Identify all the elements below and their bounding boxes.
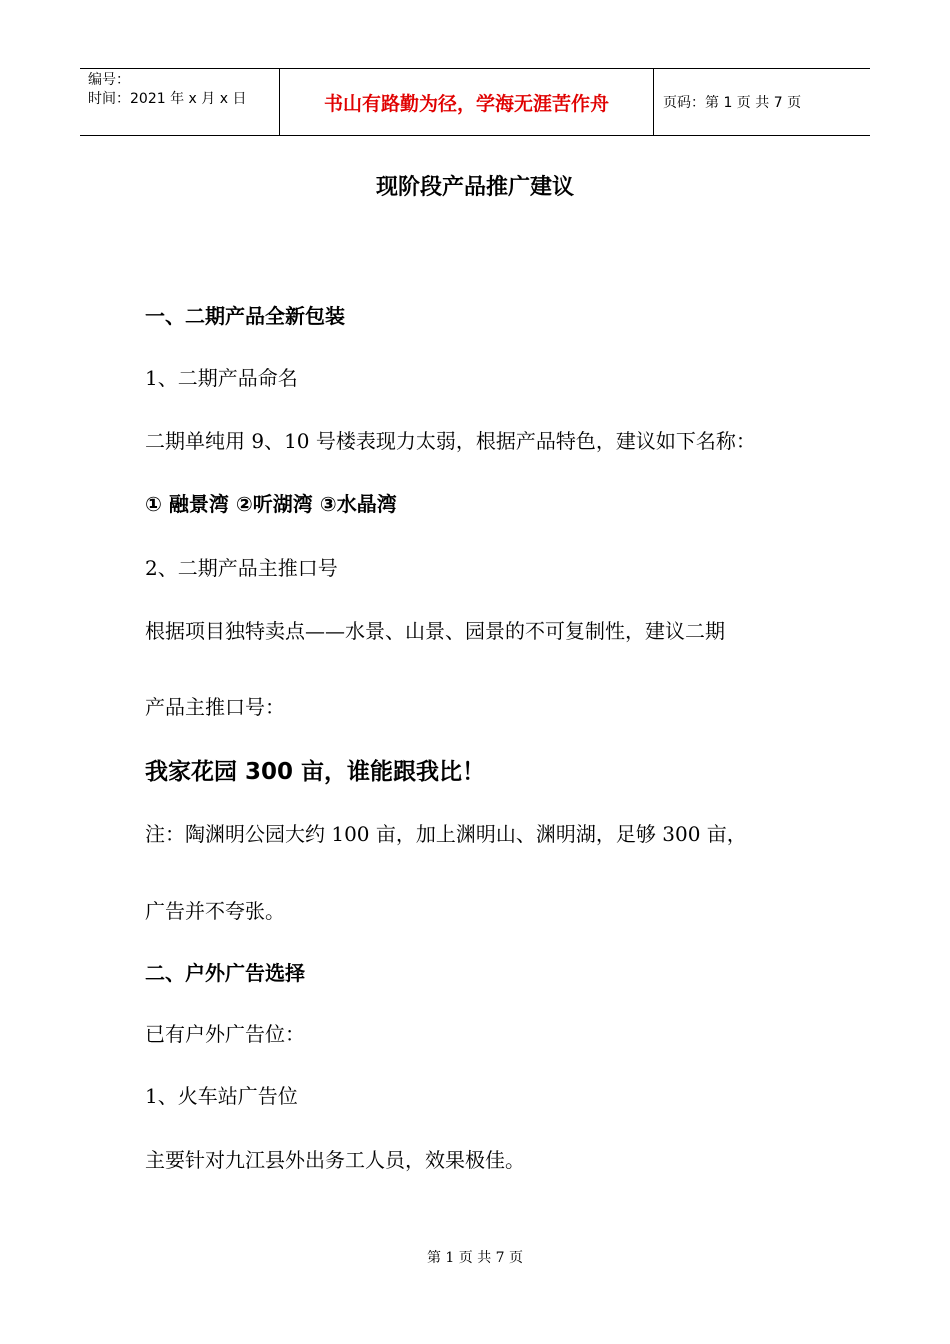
subheading-slogan: 2、二期产品主推口号 xyxy=(145,556,338,580)
document-title: 现阶段产品推广建议 xyxy=(375,175,574,200)
paragraph-ad-slots: 已有户外广告位： xyxy=(145,1022,305,1046)
page-footer: 第 1 页 共 7 页 xyxy=(426,1250,524,1266)
header-page-info: 页码：第 1 页 共 7 页 xyxy=(663,95,802,111)
note-text-cont: 广告并不夸张。 xyxy=(145,899,285,923)
paragraph-station: 主要针对九江县外出务工人员，效果极佳。 xyxy=(145,1148,525,1172)
header-motto: 书山有路勤为径，学海无涯苦作舟 xyxy=(280,69,654,135)
section-heading-1: 一、二期产品全新包装 xyxy=(145,304,345,328)
paragraph-naming: 二期单纯用 9、10 号楼表现力太弱，根据产品特色，建议如下名称： xyxy=(145,429,756,453)
paragraph-slogan-cont: 产品主推口号： xyxy=(145,695,285,719)
name-options: ① 融景湾 ②听湖湾 ③水晶湾 xyxy=(145,492,397,516)
note-text: 注：陶渊明公园大约 100 亩，加上渊明山、渊明湖，足够 300 亩， xyxy=(145,822,747,846)
date-label: 时间：2021 年 x 月 x 日 xyxy=(88,91,247,107)
subheading-naming: 1、二期产品命名 xyxy=(145,366,298,390)
section-heading-2: 二、户外广告选择 xyxy=(145,961,305,985)
page-header xyxy=(80,68,870,136)
slogan-text: 我家花园 300 亩，谁能跟我比！ xyxy=(145,759,486,785)
header-meta xyxy=(80,69,280,135)
number-label: 编号： xyxy=(88,72,130,88)
subheading-station: 1、火车站广告位 xyxy=(145,1084,298,1108)
paragraph-slogan: 根据项目独特卖点——水景、山景、园景的不可复制性，建议二期 xyxy=(145,619,725,643)
